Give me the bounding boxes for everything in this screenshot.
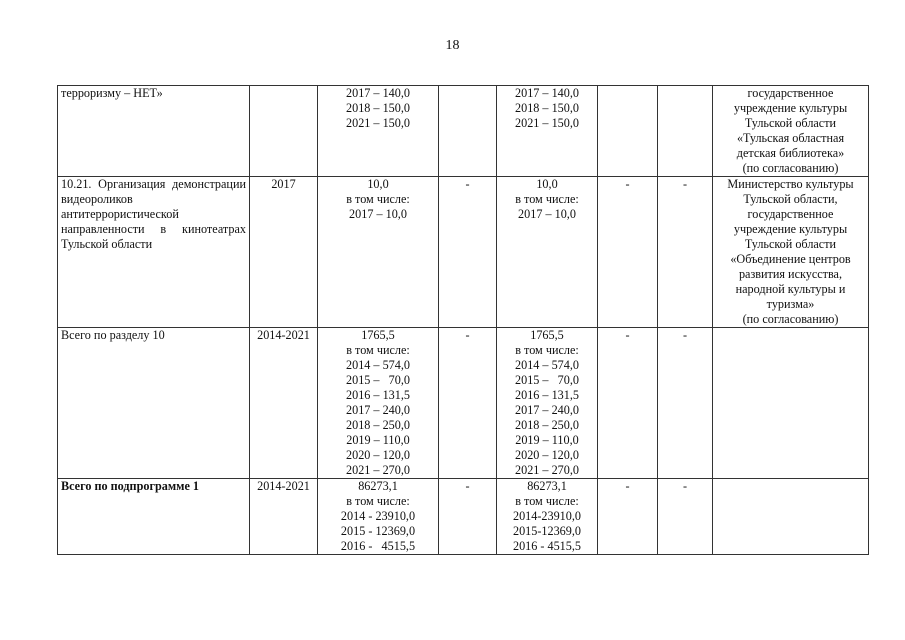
funding-line: 2021 – 270,0 (515, 463, 579, 477)
years-cell: 2014-2021 (250, 479, 318, 555)
municipal-funding-cell: - (598, 479, 658, 555)
regional-funding-cell (497, 177, 598, 328)
years-cell: 2017 (250, 177, 318, 328)
municipal-funding-cell: - (598, 177, 658, 328)
activity-name-cell (58, 328, 250, 479)
executor-line: Тульской области (744, 237, 837, 251)
total-funding-cell (318, 479, 439, 555)
years-cell (250, 86, 318, 177)
federal-funding-cell: - (439, 177, 497, 328)
executor-line: Тульской области, (743, 192, 838, 206)
executor-line: туризма» (766, 297, 815, 311)
funding-line: 2015 – 70,0 (346, 373, 410, 387)
executor-line: Тульской области (744, 116, 837, 130)
funding-line: 10,0 (367, 177, 389, 191)
funding-line: в том числе: (515, 343, 579, 357)
funding-line: в том числе: (515, 494, 579, 508)
executor-line: (по согласованию) (742, 312, 839, 326)
executor-cell (713, 177, 869, 328)
funding-line: 2018 – 150,0 (346, 101, 410, 115)
regional-funding-cell (497, 86, 598, 177)
funding-line: 2021 – 150,0 (346, 116, 410, 130)
federal-funding-cell (439, 86, 497, 177)
funding-line: 2018 – 250,0 (515, 418, 579, 432)
funding-line: 2018 – 250,0 (346, 418, 410, 432)
executor-line: учреждение культуры (733, 222, 848, 236)
funding-line: в том числе: (346, 192, 410, 206)
table-row (58, 479, 869, 555)
funding-line: 2021 – 270,0 (346, 463, 410, 477)
funding-line: 2017 – 10,0 (518, 207, 576, 221)
funding-line: 10,0 (536, 177, 558, 191)
executor-cell (713, 479, 869, 555)
funding-line: 2014 - 23910,0 (340, 509, 416, 523)
funding-line: 1765,5 (530, 328, 564, 342)
funding-line: 1765,5 (361, 328, 395, 342)
funding-line: 2017 – 240,0 (515, 403, 579, 417)
activity-name: Всего по подпрограмме 1 (61, 479, 200, 493)
executor-line: Министерство культуры (727, 177, 854, 191)
activity-name: терроризму – НЕТ» (61, 86, 163, 100)
municipal-funding-cell (598, 86, 658, 177)
funding-line: 2016 - 4515,5 (512, 539, 582, 553)
funding-line: 2016 – 131,5 (346, 388, 410, 402)
executor-cell (713, 86, 869, 177)
funding-line: 2019 – 110,0 (346, 433, 410, 447)
funding-line: 2017 – 240,0 (346, 403, 410, 417)
activity-name-cell (58, 479, 250, 555)
table-row (58, 328, 869, 479)
funding-line: 2016 – 131,5 (515, 388, 579, 402)
federal-funding-cell: - (439, 479, 497, 555)
other-funding-cell: - (658, 479, 713, 555)
funding-line: 86273,1 (358, 479, 398, 493)
funding-line: 2015-12369,0 (512, 524, 582, 538)
total-funding-cell (318, 177, 439, 328)
regional-funding-cell (497, 479, 598, 555)
program-funding-table (57, 85, 869, 555)
total-funding-cell (318, 86, 439, 177)
other-funding-cell: - (658, 177, 713, 328)
funding-line: 2015 - 12369,0 (340, 524, 416, 538)
funding-line: в том числе: (346, 494, 410, 508)
activity-name: Всего по разделу 10 (61, 328, 165, 342)
table-row (58, 86, 869, 177)
municipal-funding-cell: - (598, 328, 658, 479)
activity-name-cell (58, 86, 250, 177)
funding-line: в том числе: (515, 192, 579, 206)
funding-line: 2014 – 574,0 (346, 358, 410, 372)
funding-line: 2014 – 574,0 (515, 358, 579, 372)
executor-line: народной культуры и (735, 282, 846, 296)
other-funding-cell: - (658, 328, 713, 479)
executor-cell (713, 328, 869, 479)
executor-line: (по согласованию) (742, 161, 839, 175)
table-row (58, 177, 869, 328)
page-number: 18 (445, 38, 460, 53)
executor-line: государственное (747, 207, 834, 221)
funding-line: 2017 – 10,0 (349, 207, 407, 221)
funding-line: 2020 – 120,0 (515, 448, 579, 462)
executor-line: государственное (747, 86, 834, 100)
funding-line: 86273,1 (527, 479, 567, 493)
activity-name-cell (58, 177, 250, 328)
funding-line: 2020 – 120,0 (346, 448, 410, 462)
other-funding-cell (658, 86, 713, 177)
funding-line: 2015 – 70,0 (515, 373, 579, 387)
executor-line: учреждение культуры (733, 101, 848, 115)
funding-line: 2019 – 110,0 (515, 433, 579, 447)
funding-line: 2021 – 150,0 (515, 116, 579, 130)
funding-line: 2014-23910,0 (512, 509, 582, 523)
funding-line: 2016 - 4515,5 (340, 539, 416, 553)
total-funding-cell (318, 328, 439, 479)
years-cell: 2014-2021 (250, 328, 318, 479)
funding-line: 2018 – 150,0 (515, 101, 579, 115)
executor-line: «Тульская областная (736, 131, 845, 145)
funding-line: в том числе: (346, 343, 410, 357)
regional-funding-cell (497, 328, 598, 479)
funding-line: 2017 – 140,0 (515, 86, 579, 100)
executor-line: развития искусства, (738, 267, 843, 281)
funding-line: 2017 – 140,0 (346, 86, 410, 100)
executor-line: детская библиотека» (736, 146, 845, 160)
executor-line: «Объединение центров (730, 252, 851, 266)
activity-name: 10.21. Организация демонстрации видеороликов антитеррористической направленности в кинотеатрах Тульской области (61, 177, 246, 251)
federal-funding-cell: - (439, 328, 497, 479)
